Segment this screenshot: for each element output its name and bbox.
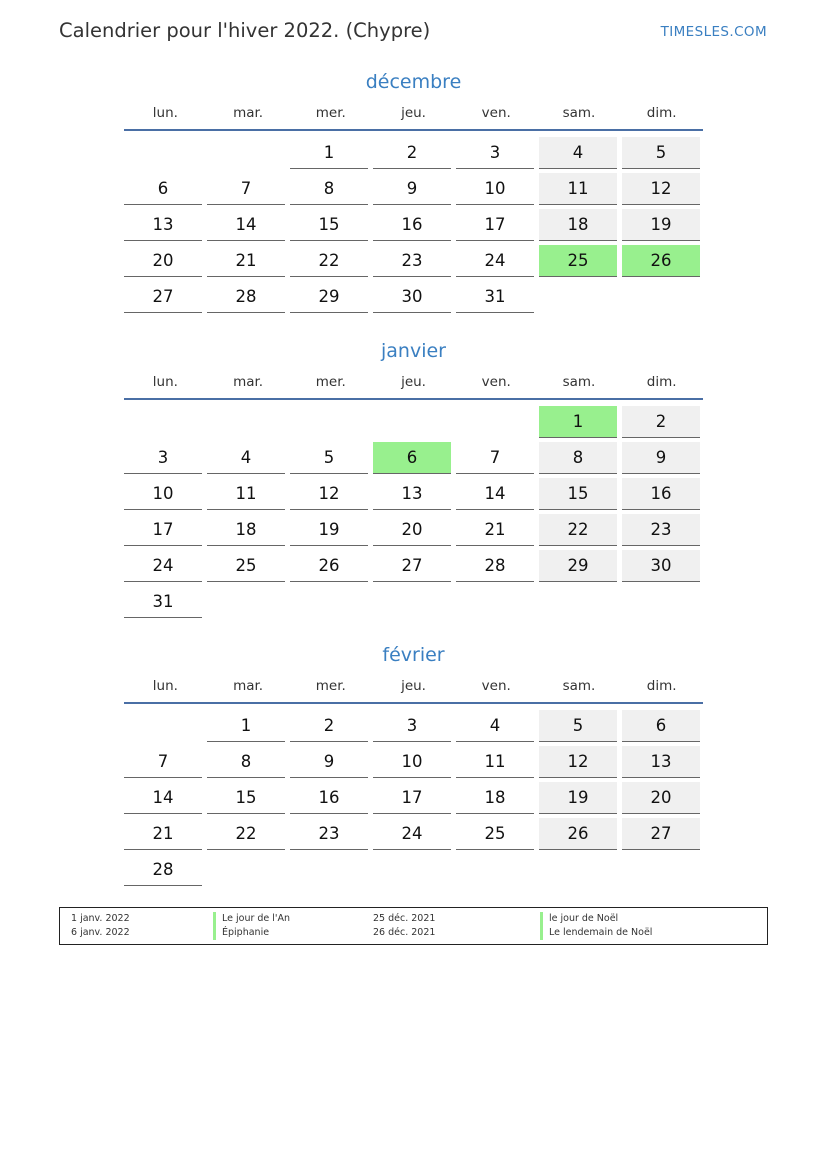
day-cell: 11 bbox=[456, 744, 539, 780]
day-cell: 24 bbox=[456, 243, 539, 279]
day-grid bbox=[124, 404, 703, 620]
weekday-label: mer. bbox=[315, 678, 346, 694]
header-rule bbox=[124, 702, 703, 704]
day-cell: 5 bbox=[622, 135, 705, 171]
day-cell: 21 bbox=[207, 243, 290, 279]
day-cell: 31 bbox=[124, 584, 207, 620]
day-cell: 16 bbox=[622, 476, 705, 512]
day-cell: 26 bbox=[290, 548, 373, 584]
day-cell: 28 bbox=[124, 852, 207, 888]
legend-date: 25 déc. 2021 bbox=[373, 913, 436, 924]
empty-day-cell bbox=[290, 404, 373, 440]
day-cell: 18 bbox=[539, 207, 622, 243]
day-cell: 29 bbox=[290, 279, 373, 315]
day-cell: 8 bbox=[539, 440, 622, 476]
day-cell: 14 bbox=[456, 476, 539, 512]
empty-day-cell bbox=[124, 708, 207, 744]
day-cell: 14 bbox=[207, 207, 290, 243]
day-cell: 20 bbox=[622, 780, 705, 816]
day-cell: 7 bbox=[124, 744, 207, 780]
day-cell: 12 bbox=[622, 171, 705, 207]
weekday-label: mar. bbox=[233, 678, 264, 694]
brand-link[interactable]: TIMESLES.COM bbox=[660, 24, 767, 40]
day-cell: 10 bbox=[124, 476, 207, 512]
day-cell: 14 bbox=[124, 780, 207, 816]
day-cell: 18 bbox=[456, 780, 539, 816]
day-cell: 28 bbox=[207, 279, 290, 315]
weekday-label: dim. bbox=[646, 374, 677, 390]
weekday-header bbox=[124, 372, 703, 396]
weekday-label: ven. bbox=[481, 105, 511, 121]
day-cell: 23 bbox=[373, 243, 456, 279]
day-cell: 27 bbox=[124, 279, 207, 315]
day-cell: 11 bbox=[539, 171, 622, 207]
day-cell: 20 bbox=[373, 512, 456, 548]
day-cell: 30 bbox=[622, 548, 705, 584]
day-cell: 16 bbox=[290, 780, 373, 816]
day-cell: 3 bbox=[373, 708, 456, 744]
day-cell: 2 bbox=[373, 135, 456, 171]
weekday-label: dim. bbox=[646, 105, 677, 121]
legend-holiday: Épiphanie bbox=[213, 926, 269, 940]
day-cell: 6 bbox=[124, 171, 207, 207]
day-cell: 19 bbox=[622, 207, 705, 243]
weekday-label: lun. bbox=[152, 374, 178, 390]
header-rule bbox=[124, 129, 703, 131]
month-title: janvier bbox=[381, 340, 446, 362]
legend-row bbox=[60, 912, 767, 926]
day-cell: 13 bbox=[373, 476, 456, 512]
weekday-label: mar. bbox=[233, 105, 264, 121]
day-cell: 30 bbox=[373, 279, 456, 315]
weekday-label: ven. bbox=[481, 678, 511, 694]
weekday-label: mer. bbox=[315, 105, 346, 121]
day-cell: 8 bbox=[207, 744, 290, 780]
day-cell: 28 bbox=[456, 548, 539, 584]
month-title: février bbox=[382, 644, 445, 666]
day-cell: 29 bbox=[539, 548, 622, 584]
day-cell: 3 bbox=[456, 135, 539, 171]
day-cell: 12 bbox=[539, 744, 622, 780]
holiday-legend bbox=[59, 907, 768, 945]
day-cell: 1 bbox=[539, 404, 622, 440]
legend-date: 1 janv. 2022 bbox=[71, 913, 130, 924]
day-cell: 9 bbox=[622, 440, 705, 476]
weekday-label: sam. bbox=[562, 105, 596, 121]
day-cell: 22 bbox=[539, 512, 622, 548]
day-cell: 2 bbox=[622, 404, 705, 440]
empty-day-cell bbox=[124, 135, 207, 171]
day-cell: 5 bbox=[290, 440, 373, 476]
day-grid bbox=[124, 135, 703, 315]
legend-row bbox=[60, 926, 767, 940]
day-cell: 13 bbox=[124, 207, 207, 243]
day-cell: 2 bbox=[290, 708, 373, 744]
day-cell: 21 bbox=[456, 512, 539, 548]
day-cell: 19 bbox=[290, 512, 373, 548]
legend-holiday: Le lendemain de Noël bbox=[540, 926, 652, 940]
day-cell: 22 bbox=[207, 816, 290, 852]
day-cell: 15 bbox=[290, 207, 373, 243]
month-title: décembre bbox=[365, 71, 462, 93]
day-cell: 25 bbox=[539, 243, 622, 279]
day-cell: 7 bbox=[207, 171, 290, 207]
day-cell: 4 bbox=[207, 440, 290, 476]
day-cell: 27 bbox=[622, 816, 705, 852]
day-cell: 4 bbox=[456, 708, 539, 744]
day-cell: 24 bbox=[124, 548, 207, 584]
legend-date: 26 déc. 2021 bbox=[373, 927, 436, 938]
day-cell: 17 bbox=[124, 512, 207, 548]
day-cell: 17 bbox=[373, 780, 456, 816]
weekday-label: jeu. bbox=[401, 105, 426, 121]
day-cell: 25 bbox=[207, 548, 290, 584]
day-cell: 11 bbox=[207, 476, 290, 512]
day-cell: 22 bbox=[290, 243, 373, 279]
day-cell: 19 bbox=[539, 780, 622, 816]
weekday-label: lun. bbox=[152, 678, 178, 694]
month-block-february bbox=[124, 640, 703, 888]
weekday-label: lun. bbox=[152, 105, 178, 121]
day-cell: 26 bbox=[539, 816, 622, 852]
day-cell: 16 bbox=[373, 207, 456, 243]
day-cell: 13 bbox=[622, 744, 705, 780]
weekday-label: dim. bbox=[646, 678, 677, 694]
day-cell: 23 bbox=[290, 816, 373, 852]
weekday-label: jeu. bbox=[401, 678, 426, 694]
page-title: Calendrier pour l'hiver 2022. (Chypre) bbox=[59, 19, 431, 42]
empty-day-cell bbox=[207, 135, 290, 171]
empty-day-cell bbox=[207, 404, 290, 440]
day-cell: 9 bbox=[373, 171, 456, 207]
weekday-header bbox=[124, 676, 703, 700]
legend-date: 6 janv. 2022 bbox=[71, 927, 130, 938]
day-cell: 6 bbox=[622, 708, 705, 744]
empty-day-cell bbox=[124, 404, 207, 440]
day-cell: 8 bbox=[290, 171, 373, 207]
day-cell: 6 bbox=[373, 440, 456, 476]
empty-day-cell bbox=[373, 404, 456, 440]
day-cell: 1 bbox=[207, 708, 290, 744]
day-cell: 7 bbox=[456, 440, 539, 476]
legend-holiday: le jour de Noël bbox=[540, 912, 618, 926]
day-cell: 21 bbox=[124, 816, 207, 852]
day-cell: 26 bbox=[622, 243, 705, 279]
day-cell: 15 bbox=[539, 476, 622, 512]
header-rule bbox=[124, 398, 703, 400]
weekday-label: sam. bbox=[562, 374, 596, 390]
day-cell: 1 bbox=[290, 135, 373, 171]
day-cell: 20 bbox=[124, 243, 207, 279]
day-cell: 23 bbox=[622, 512, 705, 548]
day-cell: 10 bbox=[456, 171, 539, 207]
day-cell: 5 bbox=[539, 708, 622, 744]
day-cell: 31 bbox=[456, 279, 539, 315]
day-cell: 12 bbox=[290, 476, 373, 512]
legend-holiday: Le jour de l'An bbox=[213, 912, 290, 926]
weekday-label: mer. bbox=[315, 374, 346, 390]
day-cell: 18 bbox=[207, 512, 290, 548]
empty-day-cell bbox=[456, 404, 539, 440]
day-cell: 3 bbox=[124, 440, 207, 476]
day-cell: 27 bbox=[373, 548, 456, 584]
month-block-december bbox=[124, 67, 703, 315]
day-cell: 24 bbox=[373, 816, 456, 852]
day-cell: 4 bbox=[539, 135, 622, 171]
weekday-label: jeu. bbox=[401, 374, 426, 390]
weekday-label: mar. bbox=[233, 374, 264, 390]
day-grid bbox=[124, 708, 703, 888]
day-cell: 10 bbox=[373, 744, 456, 780]
day-cell: 9 bbox=[290, 744, 373, 780]
day-cell: 25 bbox=[456, 816, 539, 852]
weekday-label: ven. bbox=[481, 374, 511, 390]
day-cell: 15 bbox=[207, 780, 290, 816]
day-cell: 17 bbox=[456, 207, 539, 243]
weekday-header bbox=[124, 103, 703, 127]
weekday-label: sam. bbox=[562, 678, 596, 694]
month-block-january bbox=[124, 336, 703, 620]
